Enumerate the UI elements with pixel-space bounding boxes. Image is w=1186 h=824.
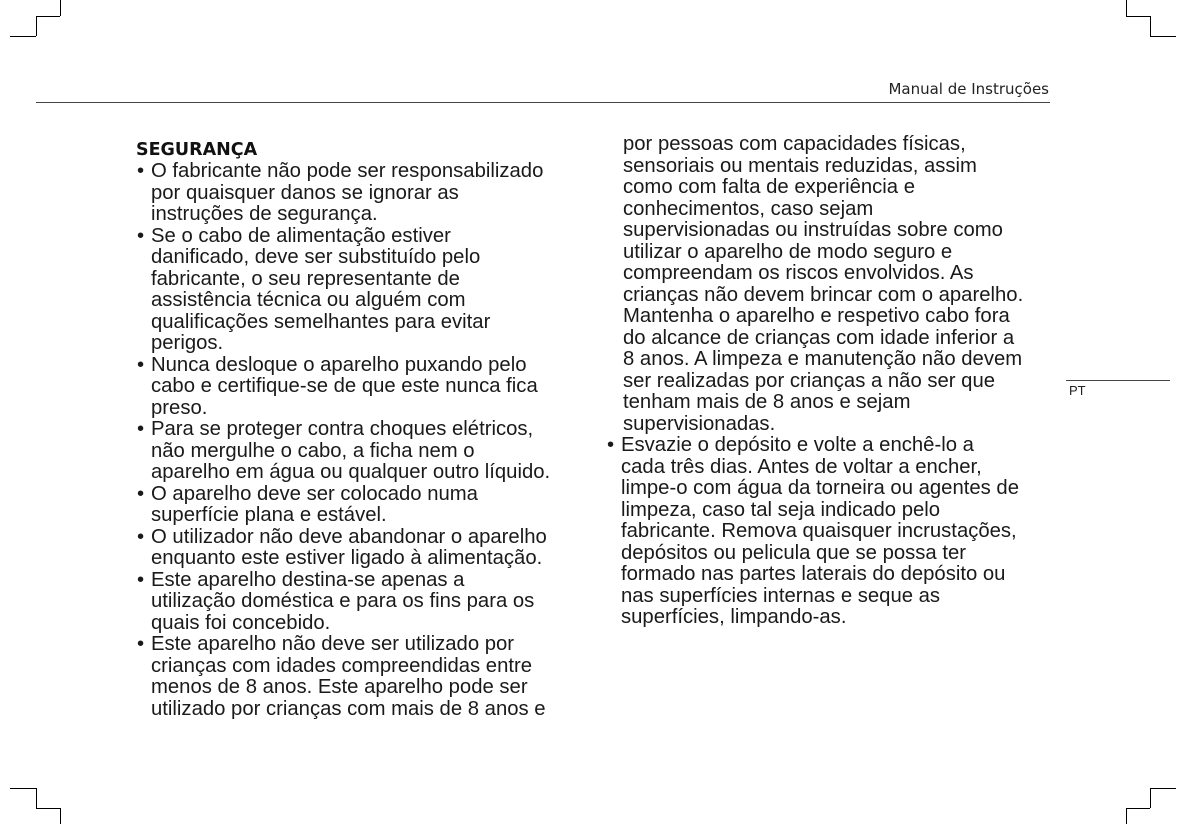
bullet-line: • Se o cabo de alimentação estiver (151, 224, 451, 247)
bullet-line: perigos. (151, 332, 224, 354)
bullet-line: nas superfícies internas e seque as (621, 584, 941, 607)
crop-mark-top-right-h2 (1150, 36, 1176, 37)
crop-mark-bottom-left-v (36, 788, 37, 808)
language-tab-label: PT (1069, 383, 1086, 398)
right-column (606, 134, 1058, 629)
bullet-line: formado nas partes laterais do depósito ou (621, 563, 1006, 585)
language-tab-rule (1066, 380, 1170, 381)
bullet-line: • Este aparelho destina-se apenas a (151, 568, 465, 591)
crop-mark-top-right-v (1126, 0, 1127, 16)
bullet-line: menos de 8 anos. Este aparelho pode ser (151, 676, 528, 698)
bullet-line: utilização doméstica e para os fins para os (151, 590, 535, 612)
bullet-line: fabricante, o seu representante de (151, 267, 460, 290)
paragraph-line: 8 anos. A limpeza e manutenção não devem (623, 348, 1023, 370)
bullet-line: instruções de segurança. (151, 203, 378, 225)
bullet-item (136, 161, 586, 226)
crop-mark-bottom-right-h2 (1126, 808, 1150, 809)
cleaning-bullet-list (606, 435, 1058, 629)
bullet-line: qualificações semelhantes para evitar (151, 310, 491, 333)
bullet-line: enquanto este estiver ligado à alimentação. (151, 547, 543, 569)
bullet-line: preso. (151, 396, 208, 419)
section-title: SEGURANÇA (136, 140, 258, 160)
bullet-line: não mergulhe o cabo, a ficha nem o (151, 439, 475, 462)
continued-paragraph (606, 134, 1058, 435)
crop-mark-bottom-left-h2 (36, 808, 60, 809)
crop-mark-bottom-right-v2 (1126, 808, 1127, 824)
bullet-line: quais foi concebido. (151, 611, 331, 634)
paragraph-line: sensoriais ou mentais reduzidas, assim (623, 154, 977, 177)
bullet-line: • O utilizador não deve abandonar o aparelho (151, 525, 547, 548)
bullet-line: • O fabricante não pode ser responsabilizado (151, 160, 544, 182)
bullet-line: aparelho em água ou qualquer outro líquido. (151, 461, 551, 483)
bullet-line: superfície plana e estável. (151, 504, 387, 526)
bullet-line: cada três dias. Antes de voltar a encher, (621, 455, 982, 478)
crop-mark-top-right-h (1126, 16, 1150, 17)
paragraph-line: por pessoas com capacidades físicas, (623, 133, 966, 155)
bullet-line: • O aparelho deve ser colocado numa (151, 482, 478, 505)
bullet-line: crianças com idades compreendidas entre (151, 654, 533, 677)
paragraph-line: utilizar o aparelho de modo seguro e (623, 240, 953, 263)
crop-mark-bottom-right-v (1150, 788, 1151, 808)
bullet-line: • Para se proteger contra choques elétricos, (151, 418, 534, 440)
safety-bullet-list (136, 161, 586, 720)
bullet-item (136, 355, 586, 420)
bullet-item (606, 435, 1058, 629)
bullet-line: • Esvazie o depósito e volte a enchê-lo a (621, 434, 974, 456)
paragraph-line: compreendam os riscos envolvidos. As (623, 262, 974, 284)
bullet-item (136, 484, 586, 527)
bullet-item (136, 226, 586, 355)
paragraph-line: ser realizadas por crianças a não ser que (623, 369, 996, 392)
bullet-line: fabricante. Remova quaisquer incrustações, (621, 520, 1017, 542)
bullet-line: limpe-o com água da torneira ou agentes de (621, 477, 1019, 499)
paragraph-line: como com falta de experiência e (623, 176, 915, 198)
bullet-line: por quaisquer danos se ignorar as (151, 181, 459, 204)
bullet-line: cabo e certifique-se de que este nunca fica (151, 375, 538, 397)
paragraph-line: supervisionadas. (623, 412, 776, 435)
running-header-title: Manual de Instruções (888, 80, 1049, 98)
bullet-line: limpeza, caso tal seja indicado pelo (621, 498, 941, 521)
paragraph-line: conhecimentos, caso sejam (623, 197, 874, 220)
crop-mark-top-left-v (60, 0, 61, 16)
crop-mark-top-left-v2 (36, 16, 37, 36)
bullet-item (136, 419, 586, 484)
bullet-line: danificado, deve ser substituído pelo (151, 246, 481, 268)
header-rule (36, 102, 1050, 103)
crop-mark-top-left-h2 (36, 16, 60, 17)
bullet-item (136, 570, 586, 635)
paragraph-line: supervisionadas ou instruídas sobre como (623, 219, 1003, 241)
crop-mark-top-left-h (10, 36, 36, 37)
crop-mark-bottom-left-h (10, 788, 36, 789)
bullet-line: superfícies, limpando-as. (621, 606, 847, 628)
paragraph-line: tenham mais de 8 anos e sejam (623, 391, 911, 413)
bullet-line: assistência técnica ou alguém com (151, 289, 466, 311)
bullet-item (136, 527, 586, 570)
crop-mark-top-right-v2 (1150, 16, 1151, 36)
bullet-item (136, 634, 586, 720)
bullet-line: • Este aparelho não deve ser utilizado por (151, 633, 515, 655)
bullet-line: utilizado por crianças com mais de 8 anos e (151, 697, 546, 720)
crop-mark-bottom-left-v2 (60, 808, 61, 824)
paragraph-line: crianças não devem brincar com o aparelho. (623, 283, 1024, 306)
paragraph-line: do alcance de crianças com idade inferior a (623, 326, 1015, 349)
left-column (136, 138, 586, 720)
bullet-line: • Nunca desloque o aparelho puxando pelo (151, 353, 527, 376)
bullet-line: depósitos ou pelicula que se possa ter (621, 541, 967, 564)
paragraph-line: Mantenha o aparelho e respetivo cabo fora (623, 305, 1010, 327)
crop-mark-bottom-right-h (1150, 788, 1176, 789)
